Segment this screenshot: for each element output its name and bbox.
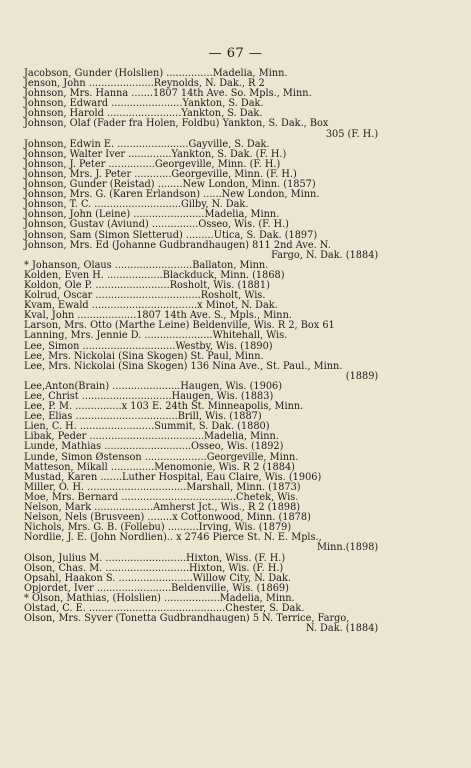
- entry-line: Johnson, John (Leine) .......................Madelia, Minn.: [24, 209, 280, 221]
- entry-line: Johnson, Olaf (Fader fra Holen, Foldbu) Yankton, S. Dak., Box: [24, 118, 329, 130]
- entry-line: Kolden, Even H. ..................Blackduck, Minn. (1868): [24, 269, 285, 281]
- entry-line: Olson, Mrs. Syver (Tonetta Gudbrandhaugen) 5 N. Terrice, Fargo,: [24, 613, 350, 625]
- entry-line: Lunde, Simon Østenson ....................Georgeville, Minn.: [24, 451, 299, 463]
- entry-line: Johnson, Mrs. G. (Karen Erlandson) ......New London, Minn.: [24, 189, 320, 201]
- entry-line: Miller, O. H. ................................Marshall, Minn. (1873): [24, 481, 301, 493]
- entry-line: Libak, Peder .....................................Madelia, Minn.: [24, 431, 279, 443]
- directory-entry: [24, 533, 378, 553]
- entry-continuation-line: N. Dak. (1884): [305, 623, 379, 635]
- entry-line: Lanning, Mrs. Jennie D. ......................Whitehall, Wis.: [24, 330, 288, 342]
- entry-line: Johnson, Mrs. Hanna .......1807 14th Ave. So. Mpls., Minn.: [24, 88, 312, 100]
- entry-line: * Olson, Mathias, (Holslien) ..................Madelia, Minn.: [24, 592, 295, 604]
- entry-line: Mustad, Karen .......Luther Hospital, Eau Claire, Wis. (1906): [24, 471, 322, 483]
- directory-entry: [24, 220, 378, 230]
- entry-line: Lunde, Mathias ............................Osseo, Wis. (1892): [24, 441, 284, 453]
- page-number: — 67 —: [208, 46, 263, 61]
- directory-entry: [24, 362, 378, 382]
- entry-line: Lee, Elias .................................Brill, Wis. (1887): [24, 411, 262, 423]
- entry-line: Lee, Christ .............................Haugen, Wis. (1883): [24, 391, 274, 402]
- entry-line: Olson, Julius M. ..........................Hixton, Wiss. (F. H.): [24, 552, 286, 564]
- entry-line: Lee,Anton(Brain) ......................Haugen, Wis. (1906): [24, 380, 283, 392]
- entry-line: Jacobson, Gunder (Holslien) ...............Madelia, Minn.: [24, 68, 288, 79]
- entry-line: Nelson, Mark ...................Amherst Jct., Wis., R 2 (1898): [24, 502, 301, 514]
- entry-line: Johnson, Edwin E. .......................Gayville, S. Dak.: [24, 138, 270, 150]
- entry-line: Lee, P. M. ...............x 103 E. 24th St. Minneapolis, Minn.: [24, 401, 304, 413]
- entry-line: Johnson, Mrs. Ed (Johanne Gudbrandhaugen) 811 2nd Ave. N.: [24, 239, 331, 251]
- entry-continuation-line: Fargo, N. Dak. (1884): [271, 249, 379, 261]
- entry-line: Kolrud, Oscar ..................................Rosholt, Wis.: [24, 290, 266, 302]
- entry-list: [24, 69, 378, 634]
- entry-line: Johnson, Edward .......................Yankton, S. Dak.: [24, 98, 264, 110]
- entry-line: Opsahl, Haakon S. ........................Willow City, N. Dak.: [24, 572, 291, 584]
- entry-line: Matteson, Mikall ..............Menomonie, Wis. R 2 (1884): [24, 461, 295, 473]
- entry-line: Larson, Mrs. Otto (Marthe Leine) Beldenville, Wis. R 2, Box 61: [24, 320, 335, 332]
- entry-line: Jenson, John .....................Reynolds, N. Dak., R 2: [24, 78, 265, 90]
- entry-continuation-line: 305 (F. H.): [325, 128, 379, 140]
- entry-line: Kvam, Ewald ..................................x Minot, N. Dak.: [24, 300, 278, 312]
- directory-entry: [24, 614, 378, 634]
- entry-line: Lee, Mrs. Nickolai (Sina Skogen) St. Paul, Minn.: [24, 350, 264, 362]
- entry-line: Johnson, Gustav (Aviund) ...............Osseo, Wis. (F. H.): [24, 219, 289, 231]
- entry-line: Johnson, Harold ........................Yankton, S. Dak.: [24, 108, 263, 120]
- entry-continuation-line: (1889): [345, 370, 379, 382]
- entry-line: Nordlie, J. E. (John Nordlien).. x 2746 Pierce St. N. E. Mpls.,: [24, 532, 322, 544]
- entry-continuation-line: Minn.(1898): [317, 542, 379, 554]
- entry-line: Olstad, C. E. ............................................Chester, S. Dak.: [24, 602, 305, 614]
- entry-line: Nelson, Nels (Brusveen) ........x Cottonwood, Minn. (1878): [24, 512, 311, 524]
- entry-line: Kval, John ...................1807 14th Ave. S., Mpls., Minn.: [24, 310, 292, 322]
- directory-entry: [24, 241, 378, 261]
- entry-line: Nichols, Mrs. G. B. (Follebu) ..........Irving, Wis. (1879): [24, 522, 292, 534]
- entry-line: Johnson, J. Peter ...............Georgeville, Minn. (F. H.): [24, 158, 281, 170]
- entry-line: Johnson, T. C. ............................Gilby, N. Dak.: [24, 199, 249, 211]
- entry-line: Johnson, Walter Iver ..............Yankton, S. Dak. (F. H.): [24, 148, 287, 160]
- directory-entry: [24, 119, 378, 139]
- entry-line: Johnson, Sam (Simon Sletterud) .........Utica, S. Dak. (1897): [24, 229, 318, 241]
- entry-line: Moe, Mrs. Bernard .....................................Chetek, Wis.: [24, 491, 299, 503]
- entry-line: Lee, Mrs. Nickolai (Sina Skogen) 136 Nina Ave., St. Paul., Minn.: [24, 360, 343, 372]
- entry-line: Lee, Simon ..............................Westby, Wis. (1890): [24, 340, 273, 352]
- entry-line: Koldon, Ole P. ........................Rosholt, Wis. (1881): [24, 279, 270, 291]
- entry-line: Lien, C. H. ........................Summit, S. Dak. (1880): [24, 421, 270, 433]
- entry-line: Johnson, Gunder (Reistad) ........New London, Minn. (1857): [24, 179, 316, 191]
- entry-line: Olson, Chas. M. ...........................Hixton, Wis. (F. H.): [24, 562, 284, 574]
- entry-line: Johnson, Mrs. J. Peter ............Georgeville, Minn. (F. H.): [24, 168, 297, 180]
- entry-line: Opjordet, Iver ........................Beldenville, Wis. (1869): [24, 582, 289, 594]
- entry-line: * Johanson, Olaus .........................Ballaton, Minn.: [24, 259, 269, 271]
